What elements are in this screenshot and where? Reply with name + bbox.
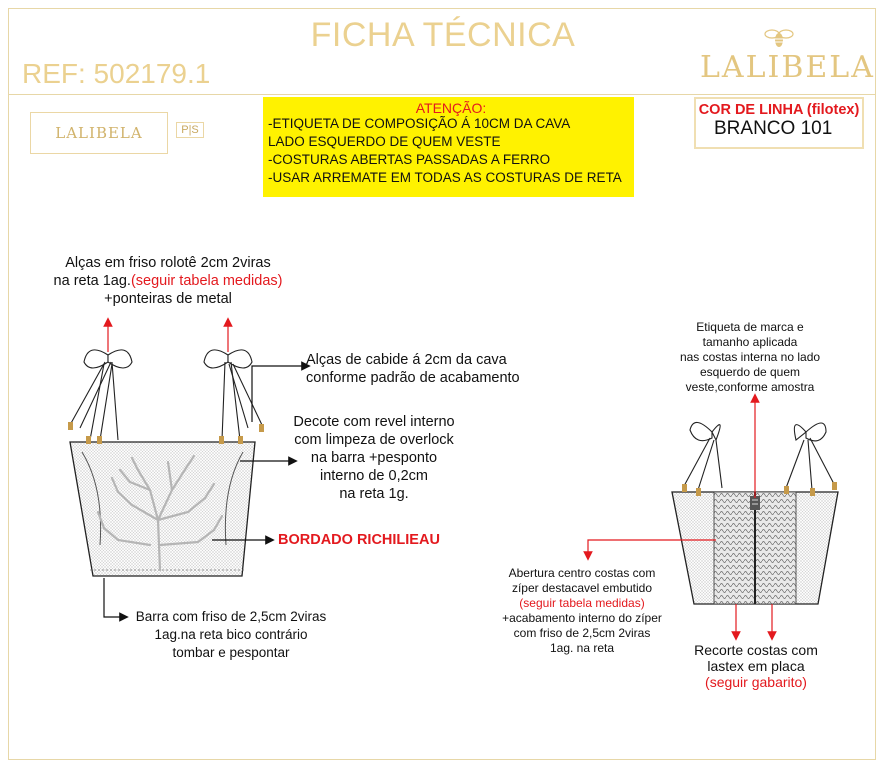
attention-line: -ETIQUETA DE COMPOSIÇÃO Á 10CM DA CAVA	[268, 116, 571, 131]
note-line: conforme padrão de acabamento	[306, 370, 520, 386]
note-line: nas costas interna no lado	[679, 350, 821, 364]
attention-heading: ATENÇÃO:	[415, 100, 487, 116]
page-title: FICHA TÉCNICA	[310, 16, 576, 54]
note-line: com friso de 2,5cm 2viras	[513, 626, 651, 640]
note-text: na reta 1ag.	[53, 273, 131, 289]
note-line: na barra +pesponto	[310, 450, 438, 466]
thread-color-value: BRANCO 101	[714, 118, 833, 139]
attention-line: -COSTURAS ABERTAS PASSADAS A FERRO	[268, 152, 551, 167]
note-red-text: (seguir gabarito)	[705, 674, 807, 690]
note-line: +ponteiras de metal	[104, 291, 232, 307]
note-line: tombar e pespontar	[172, 645, 290, 660]
note-line: veste,conforme amostra	[685, 380, 815, 394]
note-line: Barra com friso de 2,5cm 2viras	[135, 609, 327, 624]
note-line: lastex em placa	[707, 658, 805, 674]
hem-note	[122, 608, 340, 662]
strap-tips	[68, 422, 264, 444]
front-straps	[70, 350, 262, 440]
size-label-tag: P|S	[176, 122, 204, 138]
note-red-text: (seguir tabela medidas)	[130, 273, 283, 289]
back-straps	[684, 422, 834, 490]
note-line: na reta 1g.	[339, 486, 409, 502]
front-garment	[68, 350, 264, 576]
note-line: Recorte costas com	[694, 642, 818, 658]
note-line: 1ag. na reta	[549, 641, 615, 655]
note-line: Alças de cabide á 2cm da cava	[306, 352, 507, 368]
note-line: Etiqueta de marca e	[696, 320, 804, 334]
note-line: +acabamento interno do zíper	[502, 611, 662, 625]
note-line: Alças em friso rolotê 2cm 2viras	[65, 255, 271, 271]
note-line: Abertura centro costas com	[508, 566, 656, 580]
note-red-text: (seguir tabela medidas)	[519, 596, 645, 610]
note-line: 1ag.na reta bico contrário	[154, 627, 308, 642]
brand-label-tag: LALIBELA	[30, 112, 168, 154]
note-line: esquerdo de quem	[699, 365, 801, 379]
note-line: com limpeza de overlock	[294, 432, 454, 448]
attention-line: -USAR ARREMATE EM TODAS AS COSTURAS DE RETA	[268, 170, 622, 185]
note-line: Decote com revel interno	[293, 414, 455, 430]
note-line: zíper destacavel embutido	[511, 581, 653, 595]
brand-label-note	[640, 320, 860, 395]
brand-logo: LALIBELA	[700, 50, 875, 85]
embroidery-label: BORDADO RICHILIEAU	[278, 532, 440, 548]
note-line: interno de 0,2cm	[319, 468, 428, 484]
hanger-note	[306, 351, 520, 387]
note-line: tamanho aplicada	[702, 335, 798, 349]
neckline-note	[268, 413, 480, 503]
attention-line: LADO ESQUERDO DE QUEM VESTE	[268, 134, 501, 149]
note-line	[30, 272, 306, 290]
strap-note	[30, 254, 306, 308]
thread-color-label: COR DE LINHA (filotex)	[698, 102, 860, 118]
shirring-note	[658, 642, 854, 690]
reference-code: REF: 502179.1	[22, 58, 211, 89]
